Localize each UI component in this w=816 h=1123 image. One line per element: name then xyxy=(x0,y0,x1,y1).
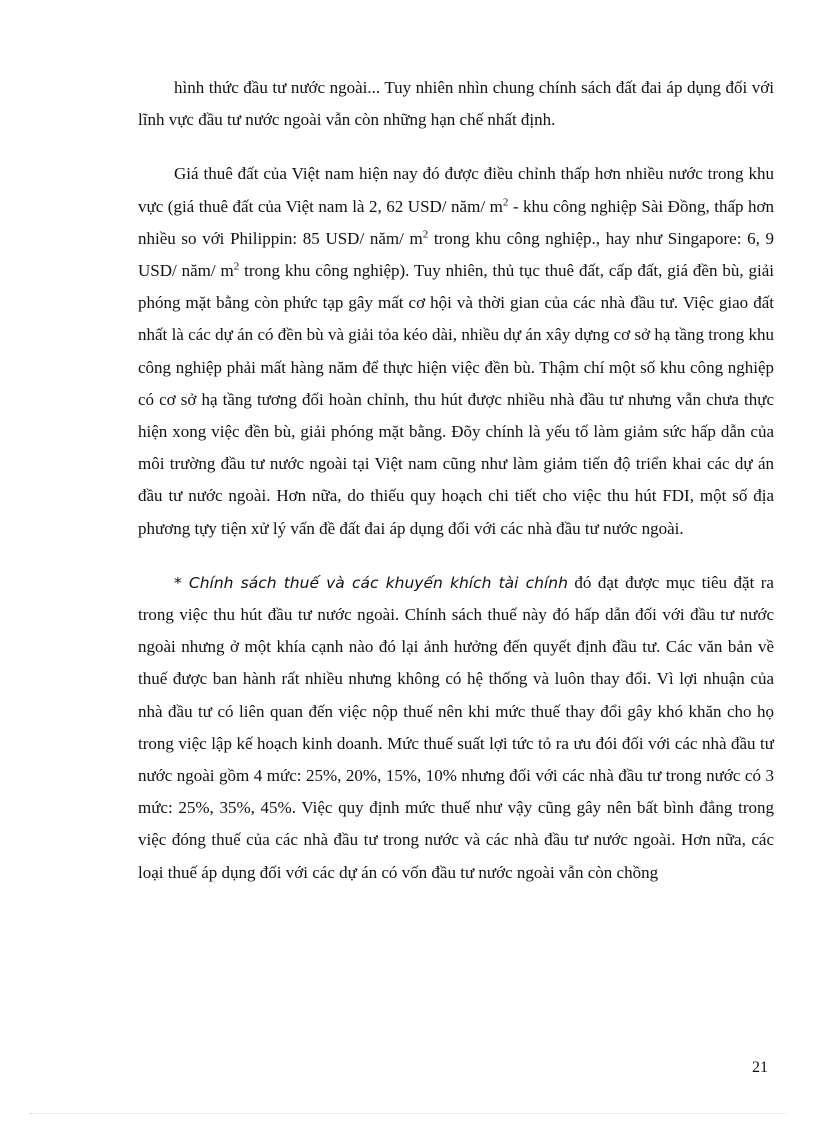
superscript-square-3: 2 xyxy=(233,260,240,273)
paragraph-spacer xyxy=(138,136,774,158)
tax-policy-text: đó đạt được mục tiêu đặt ra trong việc thu hút đầu tư nước ngoài. Chính sách thuế này đó hấp dẫn đối với đầu tư nước ngoài nhưng ở một khía cạnh nào đó lại ảnh hưởng đến quyết định đầu tư. Các văn bản về thuế được ban hành rất nhiều nhưng không có hệ thống và luôn thay đổi. Vì lợi nhuận của nhà đầu tư có liên quan đến việc nộp thuế nên khi mức thuế thay đổi gây khó khăn cho họ trong việc lập kế hoạch kinh doanh. Mức thuế suất lợi tức tỏ ra ưu đói đối với các nhà đầu tư nước ngoài gồm 4 mức: 25%, 20%, 15%, 10% nhưng đối với các nhà đầu tư trong nước có 3 mức: 25%, 35%, 45%. Việc quy định mức thuế như vậy cũng gây nên bất bình đẳng trong việc đóng thuế của các nhà đầu tư trong nước và các nhà đầu tư nước ngoài. Hơn nữa, các loại thuế áp dụng đối với các dự án có vốn đầu tư nước ngoài vẫn còn chồng xyxy=(138,572,774,882)
document-body xyxy=(138,72,774,889)
land-rent-text-4: trong khu công nghiệp). Tuy nhiên, thủ tục thuê đất, cấp đất, giá đền bù, giải phóng mặt bằng còn phức tạp gây mất cơ hội và thời gian của các nhà đầu tư. Việc giao đất nhất là các dự án có đền bù và giải tỏa kéo dài, nhiều dự án xây dựng cơ sở hạ tầng trong khu công nghiệp phải mất hàng năm để thực hiện việc đền bù. Thậm chí một số khu công nghiệp có cơ sở hạ tầng tương đối hoàn chỉnh, thu hút được nhiều nhà đầu tư nhưng vẫn chưa thực hiện xong việc đền bù, giải phóng mặt bằng. Đõy chính là yếu tố làm giảm sức hấp dẫn của môi trường đầu tư nước ngoài tại Việt nam cũng như làm giảm tiến độ triển khai các dự án đầu tư nước ngoài. Hơn nữa, do thiếu quy hoạch chi tiết cho việc thu hút FDI, một số địa phương tựy tiện xử lý vấn đề đất đai áp dụng đối với các nhà đầu tư nước ngoài. xyxy=(138,261,774,538)
superscript-square-1: 2 xyxy=(502,195,509,208)
paragraph-continuation: hình thức đầu tư nước ngoài... Tuy nhiên nhìn chung chính sách đất đai áp dụng đối với lĩnh vực đầu tư nước ngoài vẫn còn những hạn chế nhất định. xyxy=(138,78,774,130)
paragraph-land-rent xyxy=(138,158,774,544)
land-rent-text-3: trong khu công nghiệp., hay như Singapore: 6, 9 USD/ năm/ m xyxy=(138,228,774,281)
paragraph-spacer xyxy=(138,545,774,567)
paragraph-tax-policy xyxy=(138,567,774,889)
footer-divider xyxy=(30,1113,786,1114)
land-rent-text-1: Giá thuê đất của Việt nam hiện nay đó được điều chỉnh thấp hơn nhiều nước trong khu vực (giá thuê đất của Việt nam là 2, 62 USD/ năm/ m xyxy=(138,164,774,216)
tax-policy-heading: * Chính sách thuế và các khuyến khích tài chính xyxy=(174,573,568,592)
page-number: 21 xyxy=(752,1059,768,1076)
superscript-square-2: 2 xyxy=(422,228,429,241)
land-rent-text-2: - khu công nghiệp Sài Đồng, thấp hơn nhiều so với Philippin: 85 USD/ năm/ m xyxy=(138,196,775,248)
